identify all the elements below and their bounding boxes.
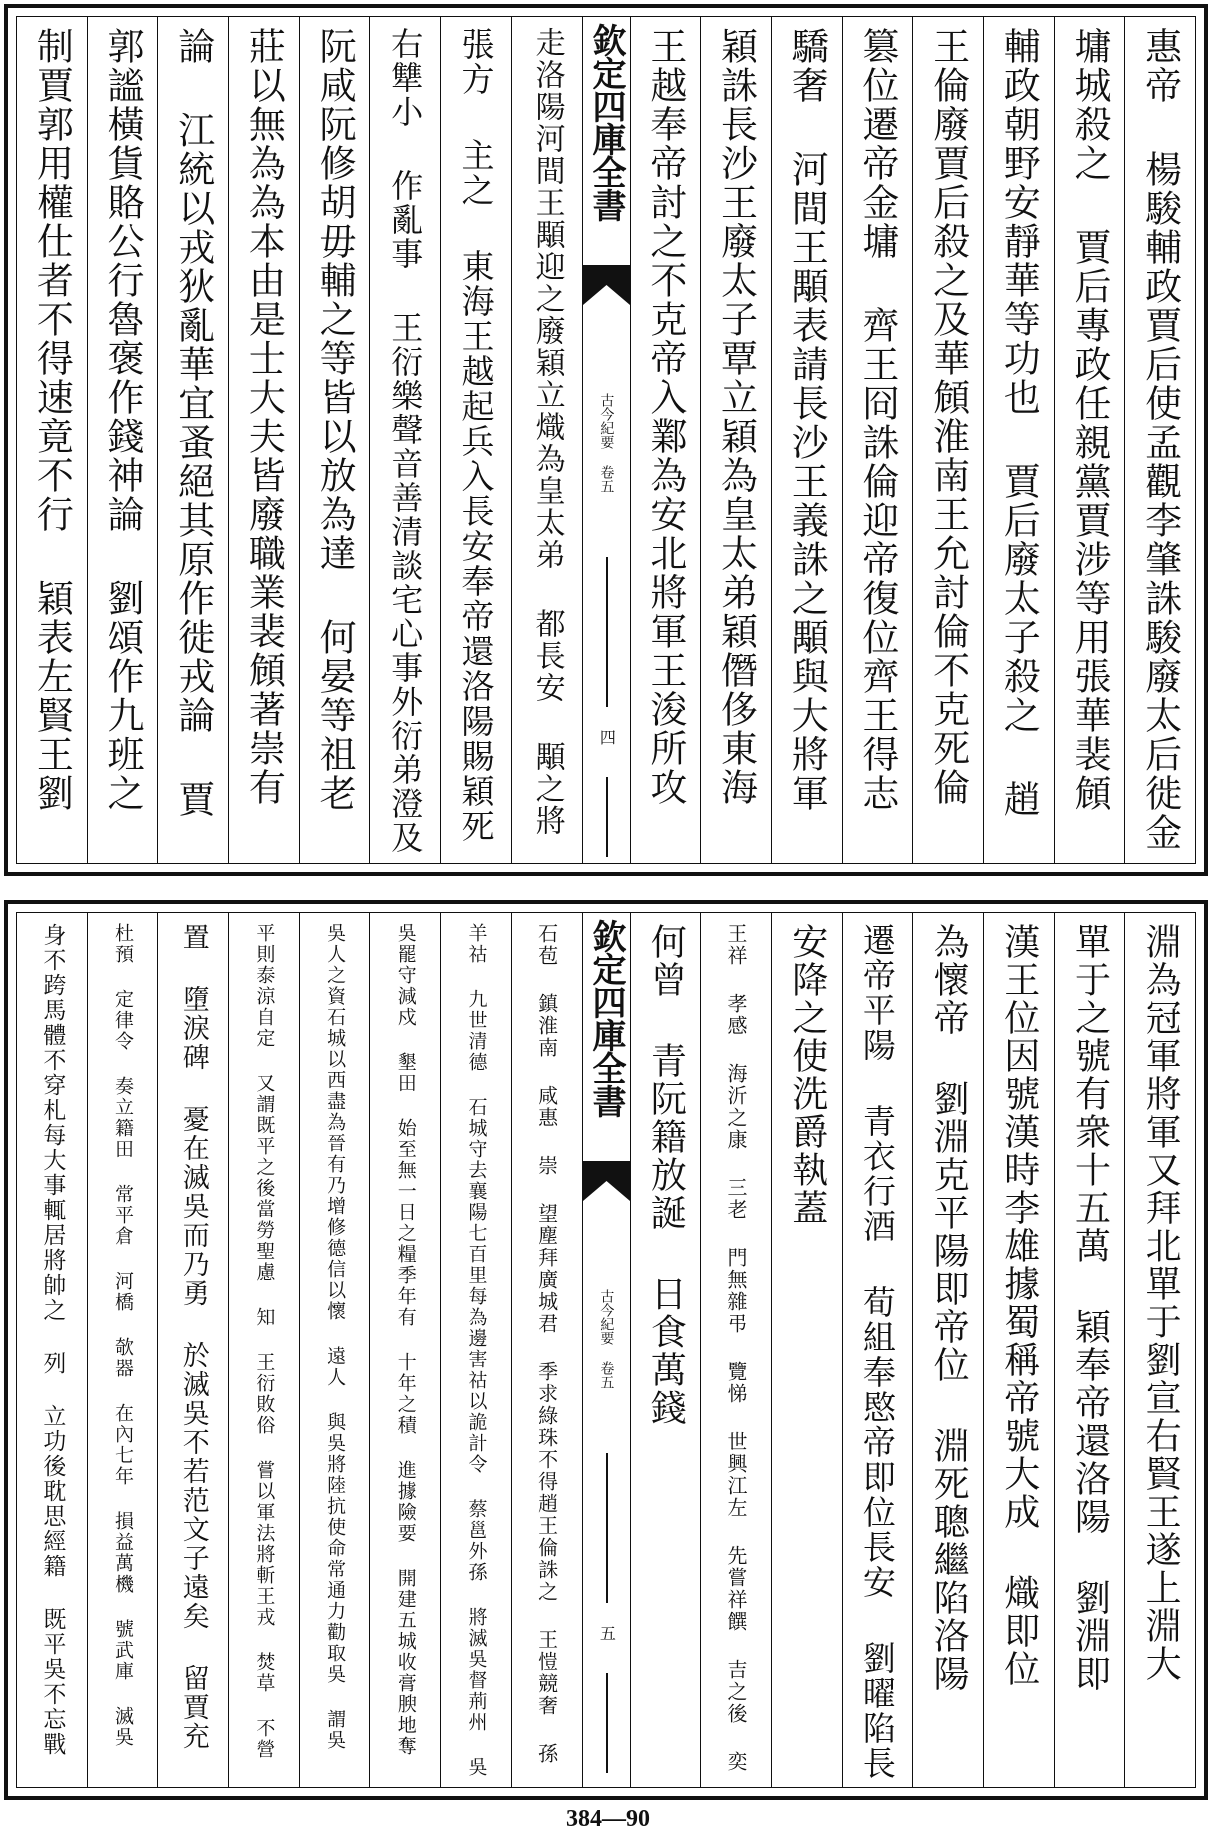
- center-fold: [582, 17, 630, 863]
- leaf-number: 四: [597, 729, 617, 745]
- text-column: [369, 17, 440, 863]
- column-text: 單于之號有衆十五萬 穎奉帝還洛陽 劉淵即: [1069, 923, 1111, 1693]
- column-text: 郭謐橫貨賂公行魯褒作錢神論 劉頌作九班之: [101, 27, 145, 813]
- column-text: 制賈郭用權仕者不得速竟不行 穎表左賢王劉: [30, 27, 74, 813]
- fishtail-mark-icon: [583, 1161, 630, 1205]
- column-text: 石苞 鎮淮南 咸惠 崇 望塵拜廣城君 季求綠珠不得趙王倫誅之 王愷競奢 孫: [534, 923, 559, 1765]
- column-text: 漢王位因號漢時李雄據蜀稱帝號大成 熾即位: [998, 923, 1040, 1688]
- column-text: 莊以無為為本由是士大夫皆廢職業裴頠著崇有: [242, 27, 286, 807]
- text-column: [630, 913, 701, 1787]
- book-title: 古今紀要: [598, 393, 615, 449]
- text-column: [157, 17, 228, 863]
- column-text: 張方 主之 東海王越起兵入長安奉帝還洛陽賜穎死: [456, 27, 496, 844]
- column-text: 吳罷守減戍 墾田 始至無一日之糧季年有 十年之積 進據險要 開建五城收膏腴地奪: [394, 923, 417, 1757]
- text-column: [440, 17, 511, 863]
- book-title-chapter: [599, 1289, 614, 1389]
- text-column: [912, 913, 983, 1787]
- column-text: 身不跨馬體不穿札每大事輒居將帥之 列 立功後耽思經籍 既平吳不忘戰: [39, 923, 66, 1757]
- text-column: [17, 17, 87, 863]
- text-column: [299, 17, 370, 863]
- column-text: 輔政朝野安靜華等功也 賈后廢太子殺之 趙: [997, 27, 1041, 819]
- text-column: [700, 17, 771, 863]
- column-text: 遷帝平陽 青衣行酒 荀組奉愍帝即位長安 劉曜陷長: [857, 923, 897, 1781]
- column-text: 為懷帝 劉淵克平陽即帝位 淵死聰繼陷洛陽: [928, 923, 970, 1693]
- chapter-label: 卷五: [598, 465, 615, 493]
- column-text: 王越奉帝討之不克帝入鄴為安北將軍王浚所攻: [643, 27, 687, 807]
- top-page: [4, 4, 1208, 876]
- center-rule: [606, 1673, 608, 1773]
- book-title: 古今紀要: [598, 1289, 615, 1345]
- text-column: [842, 17, 913, 863]
- text-column: [771, 17, 842, 863]
- text-column: [228, 17, 299, 863]
- bottom-page-frame: [16, 912, 1196, 1788]
- column-text: 走洛陽河間王顒迎之廢穎立熾為皇太弟 都長安 顒之將: [529, 27, 565, 837]
- column-text: 淵為冠軍將軍又拜北單于劉宣右賢王遂上淵大: [1140, 923, 1182, 1683]
- bottom-page: [4, 900, 1208, 1800]
- text-column: [1124, 913, 1195, 1787]
- chapter-label: 卷五: [598, 1361, 615, 1389]
- column-text: 平則泰涼自定 又謂既平之後當勞聖慮 知 王衍敗俗 嘗以軍法將斬王戎 焚草 不營: [253, 923, 276, 1760]
- column-text: 吳人之資石城以西盡為晉有乃增修德信以懷 遠人 與吳將陸抗使命常通力勸取吳 謂吳: [324, 923, 347, 1751]
- text-column: [771, 913, 842, 1787]
- text-column: [87, 913, 158, 1787]
- text-column: [87, 17, 158, 863]
- book-title-chapter: [599, 393, 614, 493]
- text-column: [842, 913, 913, 1787]
- text-column: [983, 17, 1054, 863]
- text-column: [1054, 913, 1125, 1787]
- column-text: 置 墮淚碑 憂在滅吳而乃勇 於滅吳不若范文子遠矣 留賈充: [177, 923, 209, 1751]
- page-footer-number: 384—90: [566, 1806, 650, 1832]
- center-fold: [582, 913, 630, 1787]
- column-text: 王倫廢賈后殺之及華頠淮南王允討倫不克死倫: [926, 27, 970, 807]
- series-title: 欽定四庫全書: [586, 919, 626, 1117]
- text-column: [440, 913, 511, 1787]
- leaf-number: 五: [597, 1625, 617, 1641]
- text-column: [983, 913, 1054, 1787]
- text-column: [511, 913, 582, 1787]
- column-text: 王祥 孝感 海沂之康 三老 門無雜弔 覽悌 世興江左 先嘗祥饌 吉之後 奕: [724, 923, 749, 1773]
- text-column: [17, 913, 87, 1787]
- fishtail-mark-icon: [583, 265, 630, 309]
- text-column: [511, 17, 582, 863]
- text-column: [912, 17, 983, 863]
- text-column: [299, 913, 370, 1787]
- column-text: 杜預 定律令 奏立籍田 常平倉 河橋 欹器 在內七年 損益萬機 號武庫 滅吳: [112, 923, 135, 1748]
- text-column: [1054, 17, 1125, 863]
- series-title: 欽定四庫全書: [586, 23, 626, 221]
- text-column: [369, 913, 440, 1787]
- column-text: 惠帝 楊駿輔政賈后使孟觀李肇誅駿廢太后徙金: [1138, 27, 1182, 852]
- top-page-frame: [16, 16, 1196, 864]
- column-text: 驕奢 河間王顒表請長沙王義誅之顒與大將軍: [785, 27, 829, 813]
- center-rule: [606, 557, 608, 707]
- center-rule: [606, 777, 608, 857]
- text-column: [228, 913, 299, 1787]
- text-column: [1124, 17, 1195, 863]
- text-column: [630, 17, 701, 863]
- column-text: 墉城殺之 賈后專政任親黨賈涉等用張華裴頠: [1067, 27, 1111, 813]
- column-text: 右犨小 作亂事 王衍樂聲音善清談宅心事外衍弟澄及: [386, 27, 425, 855]
- column-text: 羊祜 九世清德 石城守去襄陽七百里每為邊害祜以詭計令 蔡邕外孫 將滅吳督荊州 吳: [465, 923, 488, 1778]
- center-rule: [606, 1453, 608, 1603]
- column-text: 篡位遷帝金墉 齊王冏誅倫迎帝復位齊王得志: [855, 27, 899, 813]
- column-text: 安降之使洗爵執蓋: [786, 923, 828, 1227]
- column-text: 穎誅長沙王廢太子覃立穎為皇太弟穎僭侈東海: [714, 27, 758, 807]
- column-text: 阮咸阮修胡毋輔之等皆以放為達 何晏等祖老: [313, 27, 357, 813]
- text-column: [157, 913, 228, 1787]
- text-column: [700, 913, 771, 1787]
- column-text: 論 江統以戎狄亂華宜蚤絕其原作徙戎論 賈: [171, 27, 215, 819]
- column-text: 何曾 青阮籍放誕 日食萬錢: [645, 923, 687, 1427]
